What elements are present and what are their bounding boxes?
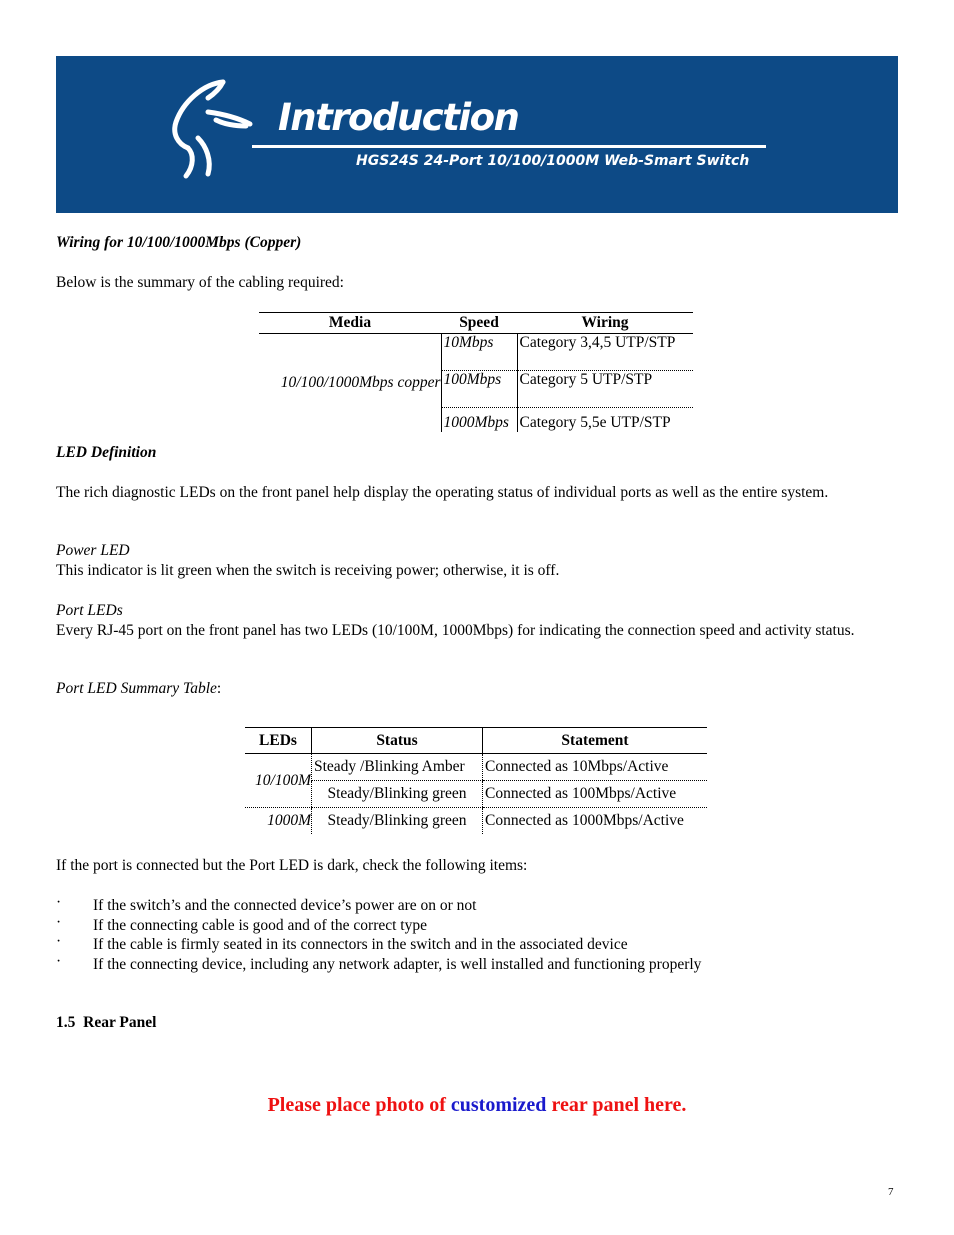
led-cell: 10/100M bbox=[245, 754, 312, 808]
power-led-title: Power LED bbox=[56, 542, 130, 559]
speed-cell: 100Mbps bbox=[441, 371, 517, 408]
power-led-text: This indicator is lit green when the switch is receiving power; otherwise, it is off. bbox=[56, 562, 560, 579]
eagle-head-logo-icon bbox=[168, 74, 258, 186]
bullet-icon: · bbox=[56, 914, 62, 931]
column-header-status: Status bbox=[312, 728, 483, 754]
column-header-wiring: Wiring bbox=[517, 313, 693, 334]
wiring-cell: Category 5 UTP/STP bbox=[517, 371, 693, 408]
statement-cell: Connected as 1000Mbps/Active bbox=[483, 808, 708, 835]
led-cell: 1000M bbox=[267, 812, 311, 829]
media-cell: 10/100/1000Mbps copper bbox=[280, 374, 441, 391]
banner-title: Introduction bbox=[278, 96, 519, 139]
port-leds-text: Every RJ-45 port on the front panel has two LEDs (10/100M, 1000Mbps) for indicating the connection speed and activity status. bbox=[56, 622, 855, 639]
speed-cell: 1000Mbps bbox=[441, 408, 517, 433]
header-banner bbox=[56, 56, 898, 213]
list-item-text: If the connecting device, including any network adapter, is well installed and functioning properly bbox=[93, 956, 702, 973]
wiring-cell: Category 3,4,5 UTP/STP bbox=[517, 334, 693, 371]
wiring-heading: Wiring for 10/100/1000Mbps (Copper) bbox=[56, 234, 302, 251]
statement-cell: Connected as 10Mbps/Active bbox=[483, 754, 708, 781]
rear-panel-heading: 1.5 Rear Panel bbox=[56, 1014, 157, 1031]
placeholder-text-part1: Please place photo of bbox=[267, 1094, 451, 1116]
list-item-text: If the connecting cable is good and of the correct type bbox=[93, 917, 427, 934]
cabling-table bbox=[259, 312, 693, 432]
dark-check-intro: If the port is connected but the Port LED is dark, check the following items: bbox=[56, 857, 528, 874]
banner-divider bbox=[252, 145, 766, 148]
table-row bbox=[245, 808, 707, 835]
wiring-intro: Below is the summary of the cabling required: bbox=[56, 274, 344, 291]
column-header-leds: LEDs bbox=[245, 728, 312, 754]
placeholder-text-part2: customized bbox=[450, 1094, 547, 1116]
table-row bbox=[259, 334, 693, 371]
status-cell: Steady /Blinking Amber bbox=[312, 754, 483, 781]
wiring-cell: Category 5,5e UTP/STP bbox=[517, 408, 693, 433]
statement-cell: Connected as 100Mbps/Active bbox=[483, 781, 708, 808]
list-item-text: If the switch’s and the connected device’s power are on or not bbox=[93, 897, 477, 914]
led-intro: The rich diagnostic LEDs on the front panel help display the operating status of individual ports as well as the entire system. bbox=[56, 484, 829, 501]
bullet-icon: · bbox=[56, 933, 62, 950]
page-number: 7 bbox=[888, 1186, 894, 1198]
status-cell: Steady/Blinking green bbox=[312, 781, 483, 808]
list-item-text: If the cable is firmly seated in its connectors in the switch and in the associated device bbox=[93, 936, 628, 953]
column-header-media: Media bbox=[259, 313, 441, 334]
status-cell: Steady/Blinking green bbox=[312, 808, 483, 835]
column-header-speed: Speed bbox=[441, 313, 517, 334]
summary-label-text: Port LED Summary Table bbox=[56, 680, 217, 697]
bullet-icon: · bbox=[56, 953, 62, 970]
summary-label bbox=[56, 679, 221, 699]
table-row bbox=[245, 754, 707, 781]
led-heading: LED Definition bbox=[56, 444, 157, 461]
led-summary-table bbox=[245, 727, 707, 834]
table-row bbox=[245, 781, 707, 808]
column-header-statement: Statement bbox=[483, 728, 708, 754]
port-leds-title: Port LEDs bbox=[56, 602, 123, 619]
placeholder-text-part3: rear panel here. bbox=[546, 1094, 687, 1116]
summary-colon: : bbox=[216, 680, 222, 697]
photo-placeholder-note bbox=[0, 1094, 954, 1117]
bullet-icon: · bbox=[56, 894, 62, 911]
banner-subtitle: HGS24S 24-Port 10/100/1000M Web-Smart Switch bbox=[356, 153, 750, 169]
speed-cell: 10Mbps bbox=[441, 334, 517, 371]
